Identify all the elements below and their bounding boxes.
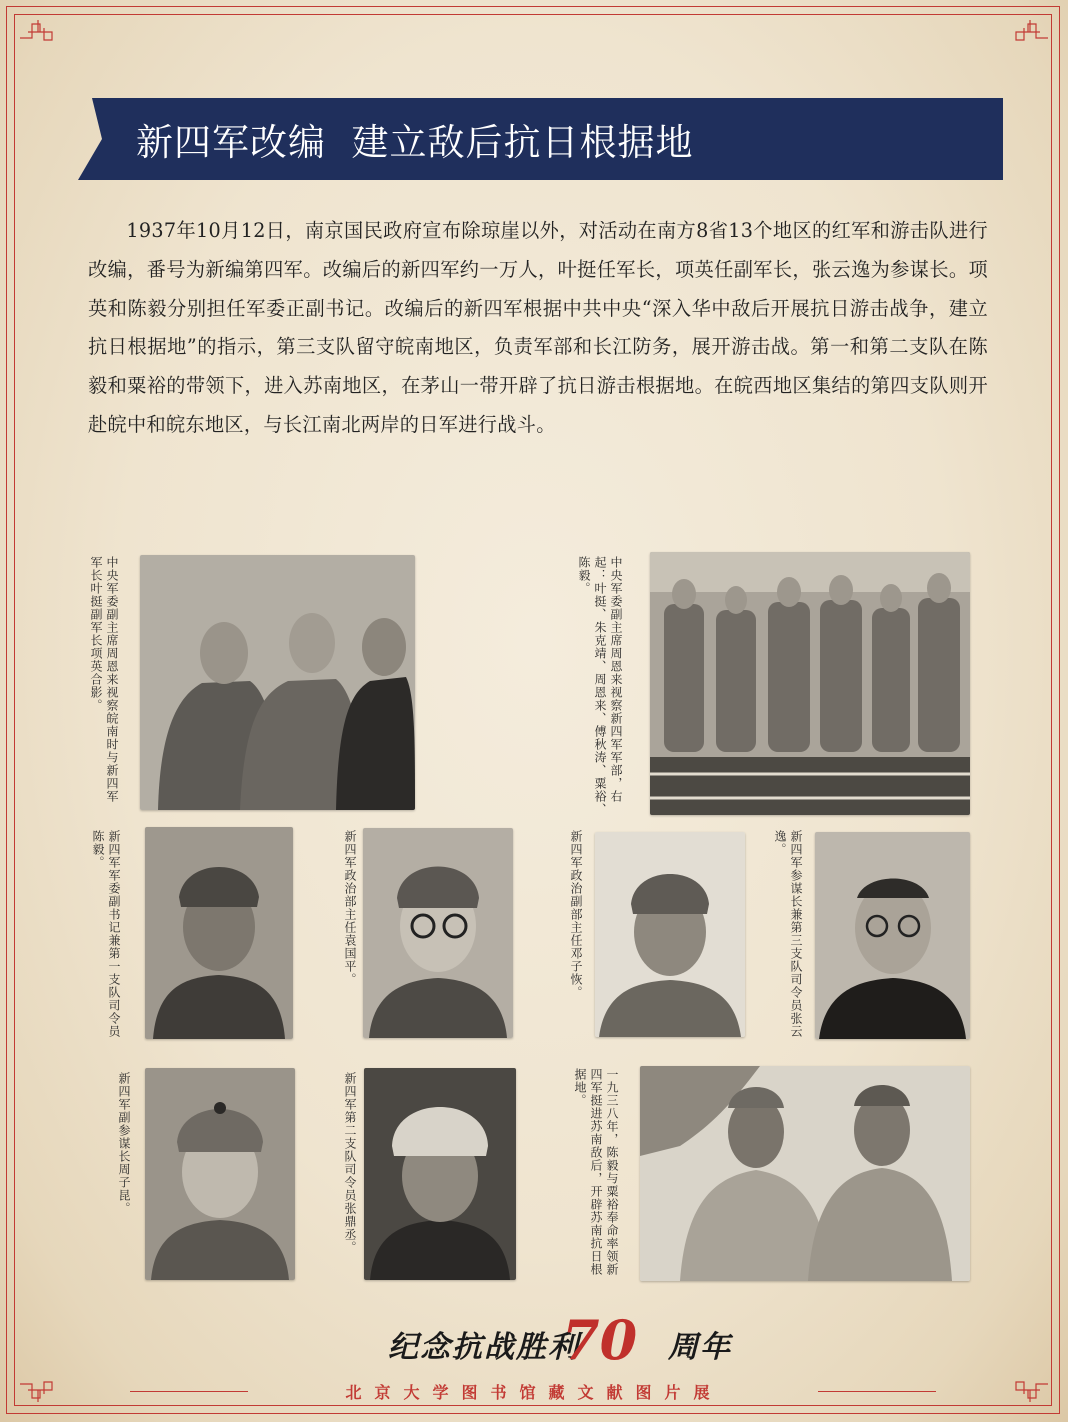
footer-divider	[818, 1391, 936, 1392]
corner-ornament-icon	[1010, 18, 1050, 58]
photo-deng-zihui	[595, 832, 745, 1037]
photo-caption: 一九三八年，陈毅与粟裕奉命率领新四军挺进苏南敌后，开辟苏南抗日根据地。	[573, 1068, 619, 1276]
photo-caption: 新四军政治副部主任邓子恢。	[569, 830, 583, 999]
footer-divider	[130, 1391, 248, 1392]
photo-zhang-yunyi	[815, 832, 970, 1039]
photo-caption: 新四军第二支队司令员张鼎丞。	[343, 1072, 357, 1254]
corner-ornament-icon	[18, 18, 58, 58]
photo-caption: 中央军委副主席周恩来视察皖南时与新四军军长叶挺副军长项英合影。	[89, 556, 119, 803]
photo-zhou-hq	[650, 552, 970, 815]
photo-yuan-guoping	[363, 828, 513, 1038]
photo-caption: 新四军军委副书记兼第一支队司令员陈毅。	[91, 830, 121, 1038]
photo-chen-su-1938	[640, 1066, 970, 1281]
photo-zhang-dingcheng	[364, 1068, 516, 1280]
photo-caption: 中央军委副主席周恩来视察新四军军部，右起：叶挺、朱克靖、周恩来、傅秋涛、粟裕、陈毅。	[577, 556, 623, 816]
corner-ornament-icon	[18, 1364, 58, 1404]
footer-slogan	[388, 1322, 732, 1366]
slogan-70: 70	[562, 1308, 638, 1372]
photo-zhou-ye-xiang	[140, 555, 415, 810]
page-title: 新四军改编 建立敌后抗日根据地	[136, 121, 694, 164]
footer-organizer: 北京大学图书馆藏文献图片展	[345, 1383, 723, 1402]
slogan-right: 周年	[668, 1330, 732, 1365]
corner-ornament-icon	[1010, 1364, 1050, 1404]
title-banner	[78, 98, 1003, 180]
photo-caption: 新四军参谋长兼第三支队司令员张云逸。	[773, 830, 803, 1038]
photo-chen-yi	[145, 827, 293, 1039]
photo-caption: 新四军副参谋长周子昆。	[117, 1072, 131, 1215]
slogan-left: 纪念抗战胜利	[388, 1330, 580, 1365]
photo-zhou-zikun	[145, 1068, 295, 1280]
photo-caption: 新四军政治部主任袁国平。	[343, 830, 357, 986]
intro-paragraph: 1937年10月12日，南京国民政府宣布除琼崖以外，对活动在南方8省13个地区的红军和游击队进行改编，番号为新编第四军。改编后的新四军约一万人，叶挺任军长，项英任副军长，张云逸为参谋长。项英和陈毅分别担任军委正副书记。改编后的新四军根据中共中央“深入华中敌后开展抗日游击战争，建立抗日根据地”的指示，第三支队留守皖南地区，负责军部和长江防务，展开游击战。第一和第二支队在陈毅和粟裕的带领下，进入苏南地区，在茅山一带开辟了抗日游击根据地。在皖西地区集结的第四支队则开赴皖中和皖东地区，与长江南北两岸的日军进行战斗。	[88, 219, 988, 436]
